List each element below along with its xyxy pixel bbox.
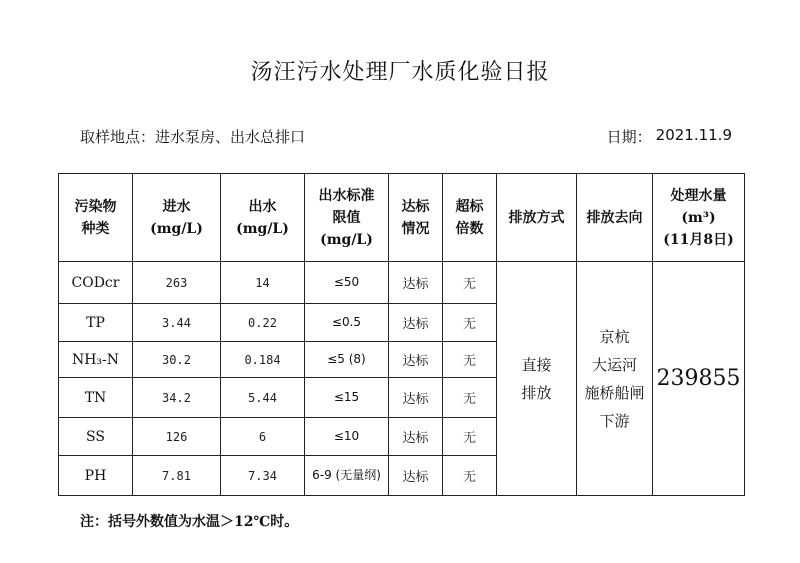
table-row [59,262,745,304]
pollutant-name: TN [59,378,133,418]
effluent-value: 7.34 [221,456,305,496]
influent-value: 126 [133,418,221,456]
compliance-status: 达标 [389,304,443,342]
standard-limit: ≤0.5 [305,304,389,342]
compliance-status: 达标 [389,342,443,378]
pollutant-name: SS [59,418,133,456]
standard-limit: ≤10 [305,418,389,456]
header-volume: 处理水量 (m³) (11月8日) [653,174,745,262]
pollutant-name: NH₃-N [59,342,133,378]
date-label: 日期： [606,128,652,146]
header-discharge-destination: 排放去向 [577,174,653,262]
header-pollutant: 污染物 种类 [59,174,133,262]
influent-value: 34.2 [133,378,221,418]
exceed-multiple: 无 [443,262,497,304]
header-compliance: 达标 情况 [389,174,443,262]
effluent-value: 5.44 [221,378,305,418]
water-quality-table [58,173,745,496]
effluent-value: 6 [221,418,305,456]
header-effluent: 出水 (mg/L) [221,174,305,262]
report-date [607,126,732,147]
effluent-value: 14 [221,262,305,304]
effluent-value: 0.22 [221,304,305,342]
standard-limit: 6-9 (无量纲) [305,456,389,496]
discharge-destination-cell: 京杭 大运河 施桥船闸 下游 [577,262,653,496]
header-exceed: 超标 倍数 [443,174,497,262]
influent-value: 263 [133,262,221,304]
influent-value: 30.2 [133,342,221,378]
effluent-value: 0.184 [221,342,305,378]
compliance-status: 达标 [389,378,443,418]
standard-limit: ≤5 (8) [305,342,389,378]
header-row [59,174,745,262]
sampling-location: 取样地点：进水泵房、出水总排口 [80,128,306,146]
compliance-status: 达标 [389,456,443,496]
pollutant-name: TP [59,304,133,342]
exceed-multiple: 无 [443,456,497,496]
compliance-status: 达标 [389,418,443,456]
exceed-multiple: 无 [443,304,497,342]
pollutant-name: CODcr [59,262,133,304]
influent-value: 3.44 [133,304,221,342]
exceed-multiple: 无 [443,418,497,456]
pollutant-name: PH [59,456,133,496]
report-meta [80,126,732,147]
header-influent: 进水 (mg/L) [133,174,221,262]
discharge-method-cell: 直接 排放 [497,262,577,496]
compliance-status: 达标 [389,262,443,304]
date-value: 2021.11.9 [655,126,732,144]
report-title: 汤汪污水处理厂水质化验日报 [250,60,550,85]
exceed-multiple: 无 [443,378,497,418]
header-standard: 出水标准 限值 (mg/L) [305,174,389,262]
standard-limit: ≤50 [305,262,389,304]
standard-limit: ≤15 [305,378,389,418]
footnote: 注：括号外数值为水温＞12℃时。 [80,514,299,530]
influent-value: 7.81 [133,456,221,496]
exceed-multiple: 无 [443,342,497,378]
header-discharge-method: 排放方式 [497,174,577,262]
treated-volume: 239855 [653,262,745,496]
